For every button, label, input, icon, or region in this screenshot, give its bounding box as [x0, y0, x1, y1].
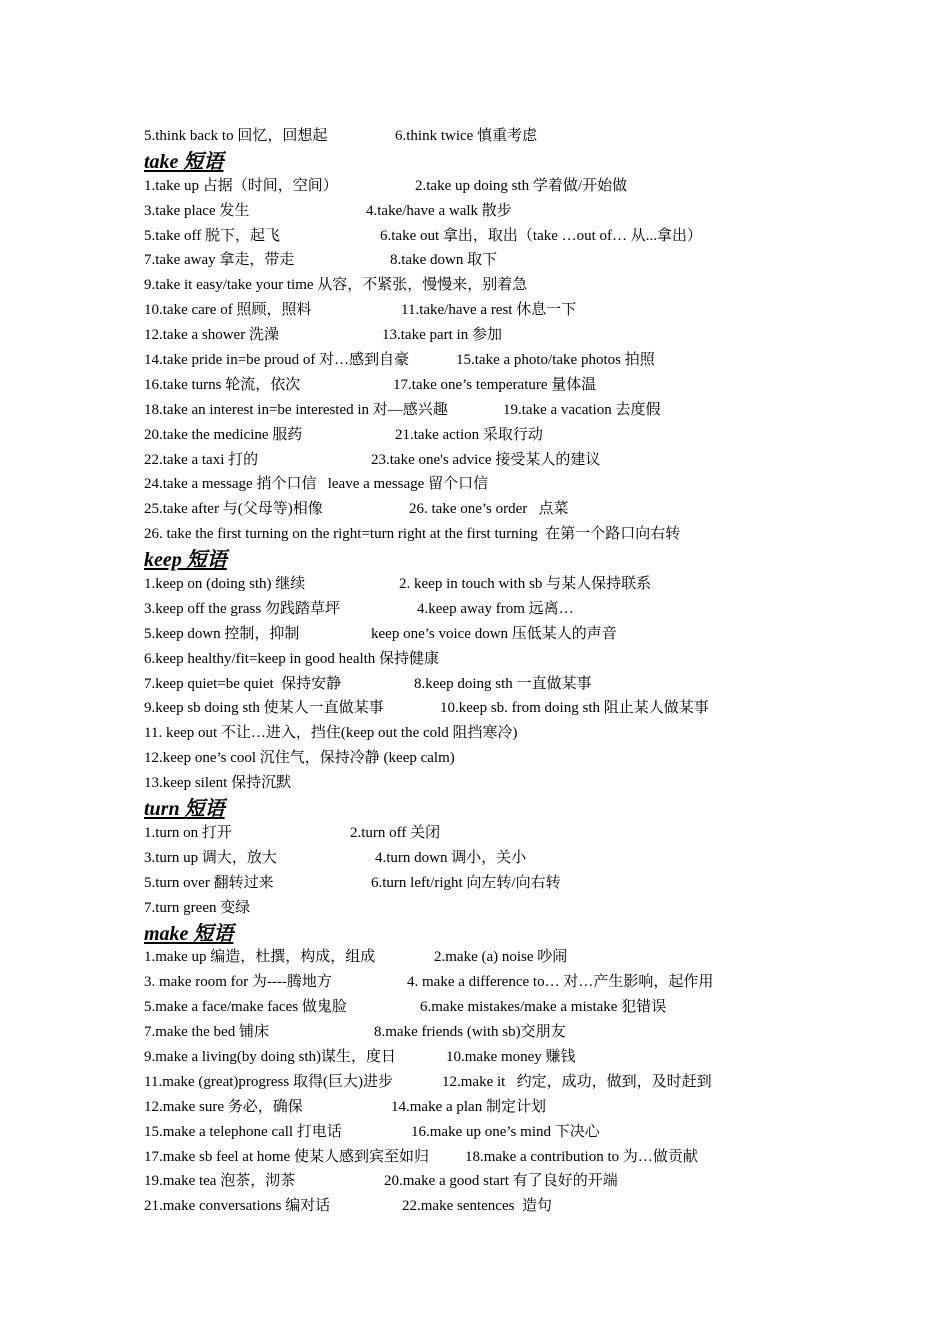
take-row-1 [144, 174, 864, 199]
phrase-item: 8.take down 取下 [390, 252, 498, 269]
phrase-item: 1.keep on (doing sth) 继续 [144, 576, 306, 593]
make-row-9 [144, 1145, 864, 1170]
keep-row-6 [144, 696, 864, 721]
take-section-heading: take 短语 [144, 150, 224, 173]
make-row-11 [144, 1194, 864, 1219]
phrase-item: 10.keep sb. from doing sth 阻止某人做某事 [440, 700, 709, 717]
phrase-item: keep one’s voice down 压低某人的声音 [371, 625, 617, 642]
phrase-item: 9.keep sb doing sth 使某人一直做某事 [144, 700, 384, 717]
phrase-item: 7.make the bed 铺床 [144, 1024, 269, 1041]
take-row-10 [144, 398, 864, 423]
phrase-item: 21.make conversations 编对话 [144, 1198, 331, 1215]
phrase-item: 14.make a plan 制定计划 [391, 1098, 546, 1115]
phrase-item: 23.take one's advice 接受某人的建议 [371, 451, 601, 468]
phrase-item: 6.take out 拿出，取出（take …out of… 从...拿出） [380, 227, 703, 244]
take-row-7 [144, 323, 864, 348]
keep-row-7 [144, 721, 864, 746]
phrase-item: 1.make up 编造，杜撰，构成，组成 [144, 949, 376, 966]
phrase-item: 7.turn green 变绿 [144, 899, 251, 916]
take-row-3 [144, 224, 864, 249]
phrase-item: 3. make room for 为----腾地方 [144, 974, 332, 991]
phrase-item: 2.turn off 关闭 [350, 824, 441, 841]
take-row-4 [144, 248, 864, 273]
turn-row-1 [144, 821, 864, 846]
phrase-item: 3.turn up 调大，放大 [144, 849, 277, 866]
take-row-2 [144, 199, 864, 224]
phrase-item: 16.take turns 轮流，依次 [144, 376, 301, 393]
phrase-item: 12.keep one’s cool 沉住气，保持冷静 (keep calm) [144, 750, 455, 767]
phrase-item: 9.make a living(by doing sth)谋生，度日 [144, 1048, 397, 1065]
phrase-item: 3.keep off the grass 勿践踏草坪 [144, 600, 340, 617]
turn-row-2 [144, 846, 864, 871]
phrase-item: 7.keep quiet=be quiet 保持安静 [144, 675, 342, 692]
phrase-item: 5.think back to 回忆，回想起 [144, 128, 328, 144]
phrase-item: 2. keep in touch with sb 与某人保持联系 [399, 576, 652, 593]
phrase-item: 11.take/have a rest 休息一下 [401, 302, 577, 319]
make-row-8 [144, 1120, 864, 1145]
take-row-14 [144, 497, 864, 522]
phrase-item: 20.make a good start 有了良好的开端 [384, 1173, 618, 1190]
phrase-item: 19.take a vacation 去度假 [503, 401, 661, 418]
phrase-item: 17.take one’s temperature 量体温 [393, 376, 597, 393]
phrase-item: 6.make mistakes/make a mistake 犯错误 [420, 999, 667, 1016]
phrase-item: 6.turn left/right 向左转/向右转 [371, 874, 561, 891]
phrase-item: 17.make sb feel at home 使某人感到宾至如归 [144, 1148, 429, 1165]
keep-row-8 [144, 746, 864, 771]
phrase-item: 20.take the medicine 服药 [144, 426, 303, 443]
phrase-item: 7.take away 拿走，带走 [144, 252, 295, 269]
phrase-item: 3.take place 发生 [144, 202, 250, 219]
turn-row-3 [144, 871, 864, 896]
turn-row-4 [144, 896, 864, 921]
keep-row-3 [144, 622, 864, 647]
phrase-item: 4. make a difference to… 对…产生影响，起作用 [407, 974, 714, 991]
take-row-13 [144, 472, 864, 497]
phrase-item: 12.take a shower 洗澡 [144, 327, 279, 344]
make-row-10 [144, 1169, 864, 1194]
keep-row-9 [144, 771, 864, 796]
phrase-item: 4.keep away from 远离… [417, 600, 574, 617]
phrase-item: 6.keep healthy/fit=keep in good health 保持健康 [144, 650, 440, 667]
phrase-item: 5.keep down 控制，抑制 [144, 625, 300, 642]
phrase-item: 22.take a taxi 打的 [144, 451, 259, 468]
phrase-item: 21.take action 采取行动 [395, 426, 543, 443]
document-page [144, 124, 864, 1219]
keep-row-2 [144, 597, 864, 622]
take-row-12 [144, 448, 864, 473]
phrase-item: 1.take up 占据（时间，空间） [144, 177, 338, 194]
take-row-8 [144, 348, 864, 373]
phrase-item: 2.make (a) noise 吵闹 [434, 949, 568, 966]
keep-row-4 [144, 647, 864, 672]
phrase-item: 8.keep doing sth 一直做某事 [414, 675, 592, 692]
phrase-item: 8.make friends (with sb)交朋友 [374, 1024, 566, 1041]
phrase-item: 22.make sentences 造句 [402, 1198, 552, 1215]
turn-section-heading: turn 短语 [144, 798, 225, 821]
phrase-item: 26. take the first turning on the right=turn right at the first turning 在第一个路口向右转 [144, 526, 681, 543]
make-row-2 [144, 970, 864, 995]
phrase-item: 4.turn down 调小，关小 [375, 849, 527, 866]
phrase-item: 10.take care of 照顾，照料 [144, 302, 312, 319]
take-row-5 [144, 273, 864, 298]
take-row-15 [144, 522, 864, 547]
keep-row-1 [144, 572, 864, 597]
phrase-item: 15.take a photo/take photos 拍照 [456, 352, 655, 369]
keep-section-heading: keep 短语 [144, 549, 227, 572]
phrase-item: 13.take part in 参加 [382, 327, 502, 344]
make-row-5 [144, 1045, 864, 1070]
think-row-1 [144, 124, 864, 149]
take-row-9 [144, 373, 864, 398]
make-row-3 [144, 995, 864, 1020]
phrase-item: 25.take after 与(父母等)相像 [144, 501, 323, 518]
phrase-item: 26. take one’s order 点菜 [409, 501, 569, 518]
phrase-item: 9.take it easy/take your time 从容，不紧张，慢慢来，别着急 [144, 277, 528, 294]
phrase-item: 18.make a contribution to 为…做贡献 [465, 1148, 698, 1165]
take-row-11 [144, 423, 864, 448]
make-row-4 [144, 1020, 864, 1045]
keep-row-5 [144, 672, 864, 697]
phrase-item: 1.turn on 打开 [144, 824, 232, 841]
phrase-item: 5.take off 脱下，起飞 [144, 227, 280, 244]
phrase-item: 2.take up doing sth 学着做/开始做 [415, 177, 628, 194]
make-row-6 [144, 1070, 864, 1095]
phrase-item: 4.take/have a walk 散步 [366, 202, 512, 219]
phrase-item: 18.take an interest in=be interested in 对—感兴趣 [144, 401, 448, 418]
phrase-item: 6.think twice 慎重考虑 [395, 128, 538, 144]
phrase-item: 11.make (great)progress 取得(巨大)进步 [144, 1073, 393, 1090]
phrase-item: 14.take pride in=be proud of 对…感到自豪 [144, 352, 410, 369]
phrase-item: 11. keep out 不让…进入，挡住(keep out the cold 阻挡寒冷) [144, 725, 518, 742]
phrase-item: 15.make a telephone call 打电话 [144, 1123, 342, 1140]
phrase-item: 5.turn over 翻转过来 [144, 874, 274, 891]
phrase-item: 24.take a message 捎个口信 leave a message 留个口信 [144, 476, 489, 493]
phrase-item: 19.make tea 泡茶，沏茶 [144, 1173, 296, 1190]
phrase-item: 12.make it 约定，成功，做到，及时赶到 [442, 1073, 712, 1090]
phrase-item: 13.keep silent 保持沉默 [144, 775, 292, 792]
phrase-item: 5.make a face/make faces 做鬼脸 [144, 999, 347, 1016]
make-row-7 [144, 1095, 864, 1120]
phrase-item: 12.make sure 务必，确保 [144, 1098, 303, 1115]
take-row-6 [144, 298, 864, 323]
phrase-item: 16.make up one’s mind 下决心 [411, 1123, 600, 1140]
make-row-1 [144, 945, 864, 970]
phrase-item: 10.make money 赚钱 [446, 1048, 576, 1065]
make-section-heading: make 短语 [144, 922, 234, 945]
